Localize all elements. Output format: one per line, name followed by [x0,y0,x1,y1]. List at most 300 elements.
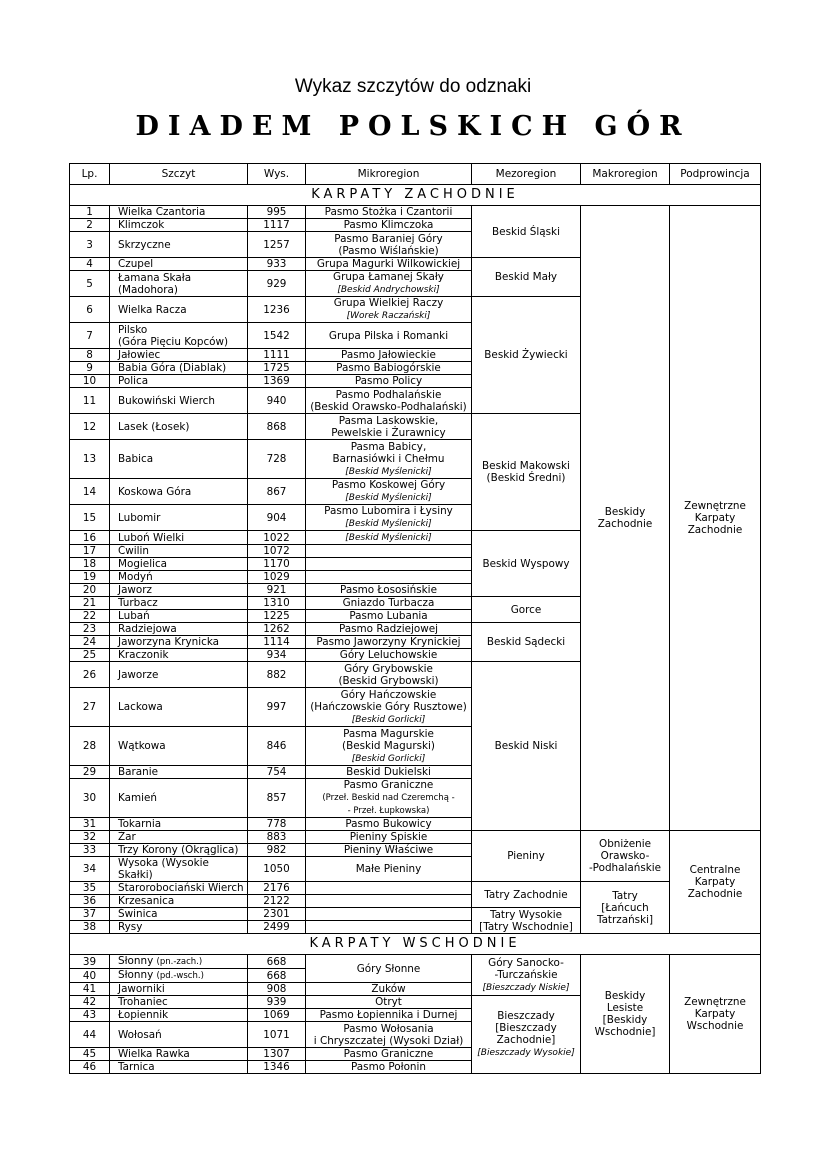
cell-lp: 7 [70,323,110,349]
cell-microregion [306,440,472,479]
cell-lp: 10 [70,375,110,388]
cell-height: 2176 [248,882,306,895]
header-peak: Szczyt [110,164,248,185]
section-row [70,934,761,955]
cell-lp: 28 [70,727,110,766]
cell-microregion: Otryt [306,996,472,1009]
mesoregion-note: [Bieszczady Wysokie] [477,1048,575,1058]
cell-height: 1262 [248,623,306,636]
cell-mesoregion [472,258,581,297]
microregion-line: i Chryszczatej (Wysoki Dział) [313,1034,464,1047]
cell-height: 2122 [248,895,306,908]
header-mesoregion: Mezoregion [472,164,581,185]
peak-note: (pn.-zach.) [156,957,203,967]
cell-lp: 16 [70,531,110,545]
subprovince-label: Zewnętrzne [684,500,746,512]
cell-lp: 36 [70,895,110,908]
cell-height: 1072 [248,545,306,558]
cell-height: 1725 [248,362,306,375]
cell-peak: Tarnica [110,1061,248,1074]
cell-height: 1170 [248,558,306,571]
cell-height: 882 [248,662,306,688]
microregion-line: Grupa Wielkiej Raczy [333,297,444,309]
cell-height: 997 [248,688,306,727]
cell-mesoregion [472,297,581,414]
cell-microregion [306,779,472,818]
cell-peak: Jaworz [110,584,248,597]
cell-peak: Babica [110,440,248,479]
cell-peak: Jałowiec [110,349,248,362]
mesoregion-label: Bieszczady [497,1010,555,1022]
cell-mesoregion [472,908,581,934]
cell-height: 868 [248,414,306,440]
cell-peak: Koskowa Góra [110,479,248,505]
macroregion-label: Tatrzański] [596,913,654,926]
cell-height: 2301 [248,908,306,921]
macroregion-label: Lesiste [606,1002,644,1014]
document-title: Wykaz szczytów do odznaki [294,76,532,97]
mesoregion-label: Pieniny [507,850,545,862]
cell-peak: Jaworze [110,662,248,688]
cell-height: 921 [248,584,306,597]
cell-mesoregion [472,206,581,258]
cell-macroregion [581,206,670,831]
microregion-line: (Beskid Grybowski) [338,674,439,687]
cell-lp: 42 [70,996,110,1009]
cell-subprovince [670,206,761,831]
microregion-line: Pasmo Lubomira i Łysiny [324,505,453,517]
cell-peak: Luboń Wielki [110,531,248,545]
microregion-line: Góry Hańczowskie [340,688,437,701]
cell-lp: 13 [70,440,110,479]
microregion-line: (Hańczowskie Góry Rusztowe) [310,700,467,713]
cell-macroregion [581,882,670,934]
cell-peak: Klimczok [110,219,248,232]
cell-microregion [306,882,472,895]
mesoregion-label: Beskid Makowski [482,460,570,472]
cell-lp: 45 [70,1048,110,1061]
header-row [70,164,761,185]
mesoregion-label: Zachodnie] [496,1034,556,1046]
microregion-line: Pasma Magurskie [343,727,434,740]
cell-microregion: Gniazdo Turbacza [306,597,472,610]
macroregion-label: [Beskidy [602,1014,648,1026]
cell-lp: 14 [70,479,110,505]
cell-peak: Jaworzyna Krynicka [110,636,248,649]
cell-lp: 20 [70,584,110,597]
peak-line: Słonny [118,955,154,967]
cell-height: 668 [248,969,306,983]
cell-microregion: Pasmo Klimczoka [306,219,472,232]
cell-lp: 43 [70,1009,110,1022]
cell-lp: 17 [70,545,110,558]
cell-height: 934 [248,649,306,662]
cell-peak: Wielka Racza [110,297,248,323]
cell-peak: Bukowiński Wierch [110,388,248,414]
cell-microregion [306,688,472,727]
microregion-note: [Beskid Gorlicki] [351,714,426,725]
cell-microregion: Pasmo Radziejowej [306,623,472,636]
cell-lp: 18 [70,558,110,571]
cell-mesoregion [472,531,581,597]
macroregion-label: Obniżenie [599,838,651,850]
cell-peak: Kraczonik [110,649,248,662]
subprovince-label: Zachodnie [687,524,743,536]
cell-peak: Lubomir [110,505,248,531]
cell-peak: Ćwilin [110,545,248,558]
cell-microregion: Grupa Magurki Wilkowickiej [306,258,472,271]
cell-mesoregion [472,414,581,531]
cell-lp: 2 [70,219,110,232]
cell-lp: 21 [70,597,110,610]
microregion-line: (Pasmo Wiślańskie) [338,244,439,257]
cell-height: 1029 [248,571,306,584]
cell-lp: 44 [70,1022,110,1048]
mesoregion-label: -Turczańskie [494,968,558,981]
cell-peak [110,323,248,349]
subprovince-label: Karpaty [694,876,736,888]
cell-height: 754 [248,766,306,779]
header-macroregion: Makroregion [581,164,670,185]
cell-lp: 8 [70,349,110,362]
cell-height: 1111 [248,349,306,362]
mesoregion-label: Góry Sanocko- [488,956,564,969]
peak-line: (Madohora) [118,283,178,296]
cell-height: 857 [248,779,306,818]
cell-microregion: Pasmo Stożka i Czantorii [306,206,472,219]
cell-height: 668 [248,955,306,969]
cell-microregion [306,921,472,934]
mesoregion-label: Beskid Sądecki [486,636,566,648]
cell-peak [110,271,248,297]
mesoregion-label: Beskid Żywiecki [484,349,568,361]
cell-lp: 24 [70,636,110,649]
cell-peak: Lubań [110,610,248,623]
cell-microregion [306,955,472,983]
microregion-line: Góry Słonne [356,962,421,975]
cell-lp: 6 [70,297,110,323]
cell-height: 1069 [248,1009,306,1022]
cell-macroregion [581,955,670,1074]
peak-line: Słonny [118,969,154,981]
cell-microregion [306,662,472,688]
microregion-line: Góry Grybowskie [344,662,433,675]
cell-mesoregion [472,882,581,908]
cell-mesoregion [472,623,581,662]
cell-microregion: Pasmo Policy [306,375,472,388]
cell-lp: 37 [70,908,110,921]
microregion-note: [Beskid Myślenicki] [345,493,432,503]
microregion-line: Pasma Laskowskie, [338,414,439,427]
cell-peak: Czupel [110,258,248,271]
cell-peak: Wielka Czantoria [110,206,248,219]
cell-microregion: Beskid Dukielski [306,766,472,779]
section-heading: KARPATY WSCHODNIE [70,934,761,955]
microregion-note: [Worek Raczański] [346,311,431,321]
peak-note: (pd.-wsch.) [156,971,204,981]
subprovince-label: Wschodnie [686,1020,744,1032]
cell-height: 1022 [248,531,306,545]
cell-peak: Wysoka (Wysokie Skałki) [110,857,248,882]
subprovince-label: Karpaty [694,512,736,524]
cell-microregion [306,727,472,766]
header-height: Wys. [248,164,306,185]
macroregion-label: Zachodnie [597,518,653,530]
cell-lp: 38 [70,921,110,934]
microregion-line: (Beskid Orawsko-Podhalański) [310,400,467,413]
microregion-line: Pasmo Podhalańskie [335,388,442,401]
cell-microregion: Pasmo Graniczne [306,1048,472,1061]
cell-height: 1307 [248,1048,306,1061]
mesoregion-label: (Beskid Średni) [486,472,566,484]
cell-lp: 5 [70,271,110,297]
cell-height: 1310 [248,597,306,610]
mesoregion-label: Tatry Wysokie [489,908,563,921]
cell-microregion: Pasmo Jaworzyny Krynickiej [306,636,472,649]
cell-subprovince [670,831,761,934]
cell-lp: 32 [70,831,110,844]
cell-peak: Tokarnia [110,818,248,831]
cell-peak: Babia Góra (Diablak) [110,362,248,375]
cell-height: 1236 [248,297,306,323]
subprovince-label: Centralne [689,864,741,876]
cell-mesoregion [472,996,581,1074]
cell-peak: Starorobociański Wierch [110,882,248,895]
cell-peak: Wielka Rawka [110,1048,248,1061]
cell-lp: 23 [70,623,110,636]
microregion-line: Pasmo Koskowej Góry [331,479,446,491]
cell-peak [110,955,248,969]
cell-peak: Skrzyczne [110,232,248,258]
microregion-line: (Przeł. Beskid nad Czeremchą - [322,793,455,803]
cell-lp: 19 [70,571,110,584]
microregion-line: Pasma Babicy, [350,440,427,453]
cell-peak: Radziejowa [110,623,248,636]
cell-peak: Łopiennik [110,1009,248,1022]
cell-peak: Mogielica [110,558,248,571]
cell-microregion [306,545,472,558]
header-subprovince: Podprowincja [670,164,761,185]
table-row [70,206,761,219]
cell-lp: 11 [70,388,110,414]
cell-lp: 15 [70,505,110,531]
subprovince-label: Zewnętrzne [684,996,746,1008]
cell-peak: Trohaniec [110,996,248,1009]
mesoregion-note: [Bieszczady Niskie] [482,982,570,993]
cell-microregion [306,479,472,505]
macroregion-label: Beskidy [604,990,646,1002]
cell-microregion: Góry Leluchowskie [306,649,472,662]
cell-mesoregion [472,955,581,996]
cell-macroregion [581,831,670,882]
mesoregion-label: [Bieszczady [495,1022,557,1034]
header-microregion: Mikroregion [306,164,472,185]
cell-microregion: Małe Pieniny [306,857,472,882]
cell-peak: Świnica [110,908,248,921]
mesoregion-label: Gorce [510,603,542,616]
section-heading: KARPATY ZACHODNIE [70,185,761,206]
cell-microregion: Żuków [306,983,472,996]
cell-height: 1071 [248,1022,306,1048]
cell-microregion [306,388,472,414]
mesoregion-label: Beskid Niski [494,740,558,752]
cell-peak [110,969,248,983]
microregion-line: Pewelskie i Żurawnicy [331,426,446,439]
cell-peak: Wołosań [110,1022,248,1048]
cell-lp: 41 [70,983,110,996]
cell-microregion: Pieniny Właściwe [306,844,472,857]
cell-lp: 25 [70,649,110,662]
cell-microregion [306,505,472,531]
cell-height: 939 [248,996,306,1009]
microregion-line: Grupa Łamanej Skały [333,271,444,283]
cell-microregion [306,531,472,545]
cell-lp: 40 [70,969,110,983]
cell-lp: 27 [70,688,110,727]
cell-lp: 4 [70,258,110,271]
cell-peak: Baranie [110,766,248,779]
cell-peak: Wątkowa [110,727,248,766]
cell-microregion: Pasmo Połonin [306,1061,472,1074]
cell-lp: 33 [70,844,110,857]
cell-microregion [306,571,472,584]
cell-height: 1257 [248,232,306,258]
cell-height: 1369 [248,375,306,388]
macroregion-label: Orawsko- [600,850,650,862]
cell-lp: 35 [70,882,110,895]
macroregion-label: Beskidy [604,506,646,518]
mesoregion-label: Beskid Śląski [492,225,560,238]
cell-lp: 46 [70,1061,110,1074]
cell-lp: 9 [70,362,110,375]
cell-height: 846 [248,727,306,766]
table-row [70,955,761,969]
cell-lp: 26 [70,662,110,688]
cell-microregion [306,908,472,921]
cell-microregion [306,1022,472,1048]
cell-height: 1225 [248,610,306,623]
cell-peak: Trzy Korony (Okrąglica) [110,844,248,857]
mesoregion-label: Beskid Mały [494,271,558,283]
cell-height: 778 [248,818,306,831]
cell-height: 995 [248,206,306,219]
cell-microregion [306,414,472,440]
cell-height: 2499 [248,921,306,934]
microregion-line: Pasmo Graniczne [343,779,434,791]
cell-height: 933 [248,258,306,271]
cell-height: 728 [248,440,306,479]
cell-microregion: Pasmo Babiogórskie [306,362,472,375]
cell-microregion [306,297,472,323]
cell-height: 1050 [248,857,306,882]
cell-peak: Żar [110,831,248,844]
cell-height: 883 [248,831,306,844]
cell-height: 904 [248,505,306,531]
cell-lp: 22 [70,610,110,623]
cell-microregion: Pieniny Spiskie [306,831,472,844]
mesoregion-label: Beskid Wyspowy [482,557,570,570]
cell-lp: 3 [70,232,110,258]
cell-mesoregion [472,597,581,623]
header-lp: Lp. [70,164,110,185]
cell-microregion: Pasmo Jałowieckie [306,349,472,362]
cell-height: 940 [248,388,306,414]
cell-microregion: Grupa Pilska i Romanki [306,323,472,349]
subprovince-label: Karpaty [694,1008,736,1020]
cell-height: 1114 [248,636,306,649]
cell-lp: 39 [70,955,110,969]
cell-peak: Lackowa [110,688,248,727]
cell-height: 1117 [248,219,306,232]
cell-peak: Rysy [110,921,248,934]
cell-subprovince [670,955,761,1074]
table-row [70,882,761,895]
cell-lp: 34 [70,857,110,882]
cell-height: 1346 [248,1061,306,1074]
mesoregion-label: Tatry Zachodnie [484,888,568,901]
cell-lp: 29 [70,766,110,779]
cell-height: 929 [248,271,306,297]
cell-peak: Kamień [110,779,248,818]
cell-microregion [306,558,472,571]
cell-lp: 1 [70,206,110,219]
cell-lp: 30 [70,779,110,818]
cell-lp: 12 [70,414,110,440]
table-row [70,831,761,844]
cell-peak: Krzesanica [110,895,248,908]
peak-line: (Góra Pięciu Kopców) [118,335,229,348]
microregion-note: [Beskid Myślenicki] [345,466,432,477]
cell-microregion: Pasmo Lubania [306,610,472,623]
cell-mesoregion [472,831,581,882]
subprovince-label: Zachodnie [687,888,743,900]
cell-microregion: Pasmo Bukowicy [306,818,472,831]
cell-microregion: Pasmo Łososińskie [306,584,472,597]
cell-microregion [306,895,472,908]
cell-height: 1542 [248,323,306,349]
cell-microregion: Pasmo Łopiennika i Durnej [306,1009,472,1022]
mesoregion-label: [Tatry Wschodnie] [479,920,573,933]
microregion-line: Pasmo Wołosania [343,1022,434,1035]
microregion-note: [Beskid Myślenicki] [345,519,432,529]
peak-line: Łamana Skała [118,271,192,284]
microregion-line: - Przeł. Łupkowska) [347,806,430,816]
peak-line: Pilsko [118,323,148,336]
macroregion-label: -Podhalańskie [588,862,662,874]
microregion-line: (Beskid Magurski) [342,739,435,752]
cell-peak: Lasek (Łosek) [110,414,248,440]
cell-peak: Modyń [110,571,248,584]
cell-peak: Jaworniki [110,983,248,996]
cell-lp: 31 [70,818,110,831]
cell-height: 908 [248,983,306,996]
cell-peak: Turbacz [110,597,248,610]
cell-height: 867 [248,479,306,505]
macroregion-label: Tatry [612,889,638,902]
microregion-note: [Beskid Andrychowski] [337,285,440,295]
macroregion-label: Wschodnie] [594,1026,656,1038]
document-subtitle: DIADEM POLSKICH GÓR [135,111,691,142]
cell-mesoregion [472,662,581,831]
microregion-note: [Beskid Gorlicki] [351,753,426,764]
cell-microregion [306,232,472,258]
microregion-line: Barnasiówki i Chełmu [332,452,445,465]
cell-microregion [306,271,472,297]
microregion-note: [Beskid Myślenicki] [345,533,432,543]
microregion-line: Pasmo Baraniej Góry [334,232,443,245]
cell-height: 982 [248,844,306,857]
macroregion-label: [Łańcuch [601,901,649,914]
